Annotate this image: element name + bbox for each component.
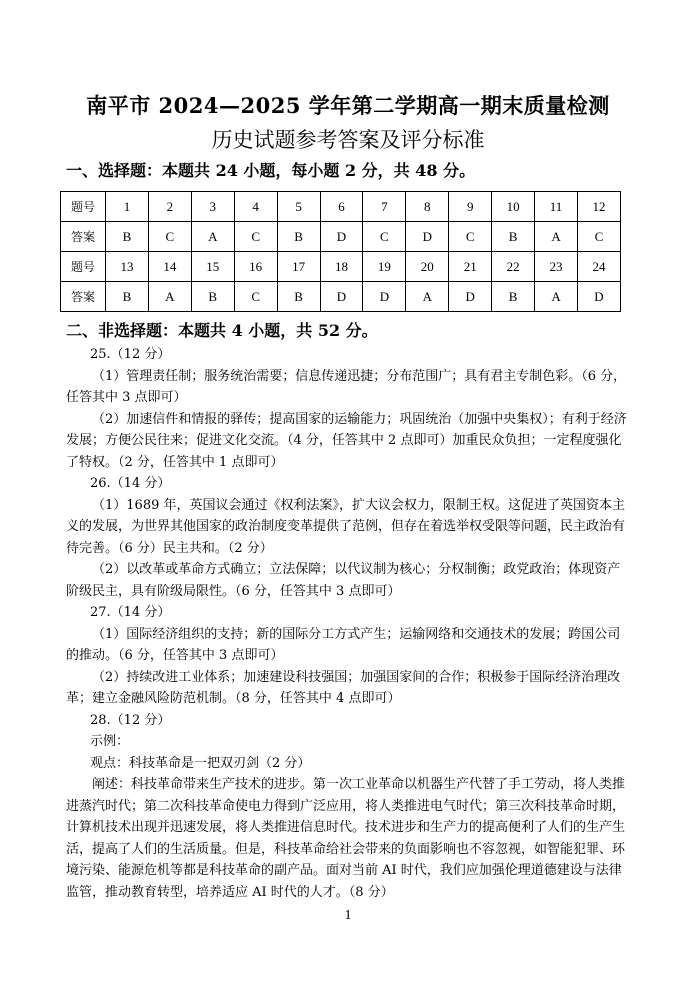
document-subtitle: 历史试题参考答案及评分标准 bbox=[211, 128, 485, 152]
table-cell: 24 bbox=[577, 252, 620, 282]
table-cell: 14 bbox=[148, 252, 191, 282]
question-28-argument: 阐述：科技革命带来生产技术的进步。第一次工业革命以机器生产代替了手工劳动，将人类推进蒸汽时代；第二次科技革命使电力得到广泛应用，将人类推进电气时代；第三次科技革命时期，计算机技术出现并迅速发展，将人类推进信息时代。技术进步和生产力的提高便利了人们的生产生活，提高了人们的生活质量。但是，科技革命给社会带来的负面影响也不容忽视，如智能犯罪、环境污染、能源危机等都是科技革命的副产品。面对当前 AI 时代，我们应加强伦理道德建设与法律监管，推动教育转型，培养适应 AI 时代的人才。（8 分） bbox=[66, 777, 626, 900]
question-25-heading: 25.（12 分） bbox=[90, 347, 171, 362]
document-title: 南平市 2024—2025 学年第二学期高一期末质量检测 bbox=[86, 93, 610, 118]
question-26-part1: （1）1689 年，英国议会通过《权利法案》，扩大议会权力，限制王权。这促进了英国资本主义的发展，为世界其他国家的政治制度变革提供了范例，但存在着选举权受限等问题，民主政治有待完善。（6 分）民主共和。（2 分） bbox=[66, 497, 626, 556]
row-label: 答案 bbox=[61, 282, 106, 312]
question-27-part1: （1）国际经济组织的支持；新的国际分工方式产生；运输网络和交通技术的发展；跨国公司的推动。（6 分，任答其中 3 点即可） bbox=[66, 626, 621, 663]
table-cell: C bbox=[234, 222, 277, 252]
table-cell: 23 bbox=[535, 252, 578, 282]
question-27-heading: 27.（14 分） bbox=[90, 605, 171, 620]
table-cell: 16 bbox=[234, 252, 277, 282]
table-cell: B bbox=[492, 222, 535, 252]
table-cell: A bbox=[535, 222, 578, 252]
table-cell: A bbox=[406, 282, 449, 312]
table-cell: 8 bbox=[406, 192, 449, 222]
table-cell: B bbox=[277, 282, 320, 312]
question-28-view: 观点：科技革命是一把双刃剑（2 分） bbox=[90, 755, 311, 771]
table-cell: B bbox=[492, 282, 535, 312]
table-cell: B bbox=[106, 282, 149, 312]
table-cell: 1 bbox=[106, 192, 149, 222]
question-28-heading: 28.（12 分） bbox=[90, 712, 171, 728]
table-row bbox=[61, 282, 621, 312]
table-cell: D bbox=[577, 282, 620, 312]
question-25-part2: （2）加速信件和情报的驿传；提高国家的运输能力；巩固统治（加强中央集权）；有利于经济发展；方便公民往来；促进文化交流。（4 分，任答其中 2 点即可）加重民众负担；一定程度强化了特权。（2 分，任答其中 1 点即可） bbox=[66, 411, 627, 470]
table-cell: C bbox=[363, 222, 406, 252]
table-cell: D bbox=[406, 222, 449, 252]
question-27-part2: （2）持续改进工业体系；加速建设科技强国；加强国家间的合作；积极参于国际经济治理改革；建立金融风险防范机制。（8 分，任答其中 4 点即可） bbox=[66, 669, 621, 706]
row-label: 答案 bbox=[61, 222, 106, 252]
table-cell: A bbox=[535, 282, 578, 312]
section2-heading: 二、非选择题：本题共 4 小题，共 52 分。 bbox=[66, 321, 378, 340]
table-cell: A bbox=[191, 222, 234, 252]
table-cell: D bbox=[363, 282, 406, 312]
row-label: 题号 bbox=[61, 192, 106, 222]
table-cell: D bbox=[320, 222, 363, 252]
page-number: 1 bbox=[344, 908, 352, 923]
table-cell: 9 bbox=[449, 192, 492, 222]
answer-body bbox=[66, 344, 630, 903]
table-cell: 4 bbox=[234, 192, 277, 222]
table-cell: B bbox=[277, 222, 320, 252]
table-cell: 18 bbox=[320, 252, 363, 282]
question-28-example-label: 示例： bbox=[90, 734, 130, 749]
row-label: 题号 bbox=[61, 252, 106, 282]
table-cell: D bbox=[449, 282, 492, 312]
table-cell: 5 bbox=[277, 192, 320, 222]
answer-table bbox=[60, 191, 621, 312]
table-cell: 12 bbox=[577, 192, 620, 222]
table-cell: 2 bbox=[148, 192, 191, 222]
table-cell: C bbox=[577, 222, 620, 252]
table-cell: 21 bbox=[449, 252, 492, 282]
table-cell: C bbox=[234, 282, 277, 312]
question-25-part1: （1）管理责任制；服务统治需要；信息传递迅捷；分布范围广；具有君主专制色彩。（6 分，任答其中 3 点即可） bbox=[66, 368, 627, 405]
table-cell: 10 bbox=[492, 192, 535, 222]
table-cell: A bbox=[148, 282, 191, 312]
table-cell: D bbox=[320, 282, 363, 312]
table-cell: 7 bbox=[363, 192, 406, 222]
table-cell: 22 bbox=[492, 252, 535, 282]
table-row bbox=[61, 222, 621, 252]
table-cell: 17 bbox=[277, 252, 320, 282]
table-cell: B bbox=[106, 222, 149, 252]
table-cell: 15 bbox=[191, 252, 234, 282]
table-cell: 19 bbox=[363, 252, 406, 282]
table-cell: C bbox=[148, 222, 191, 252]
question-26-heading: 26.（14 分） bbox=[90, 476, 171, 491]
table-row bbox=[61, 192, 621, 222]
table-cell: C bbox=[449, 222, 492, 252]
table-row bbox=[61, 252, 621, 282]
question-26-part2: （2）以改革或革命方式确立；立法保障；以代议制为核心；分权制衡；政党政治；体现资产阶级民主，具有阶级局限性。（6 分，任答其中 3 点即可） bbox=[66, 562, 621, 599]
table-cell: 6 bbox=[320, 192, 363, 222]
table-cell: 11 bbox=[535, 192, 578, 222]
section1-heading: 一、选择题：本题共 24 小题，每小题 2 分，共 48 分。 bbox=[66, 161, 476, 180]
table-cell: 20 bbox=[406, 252, 449, 282]
table-cell: B bbox=[191, 282, 234, 312]
table-cell: 3 bbox=[191, 192, 234, 222]
table-cell: 13 bbox=[106, 252, 149, 282]
